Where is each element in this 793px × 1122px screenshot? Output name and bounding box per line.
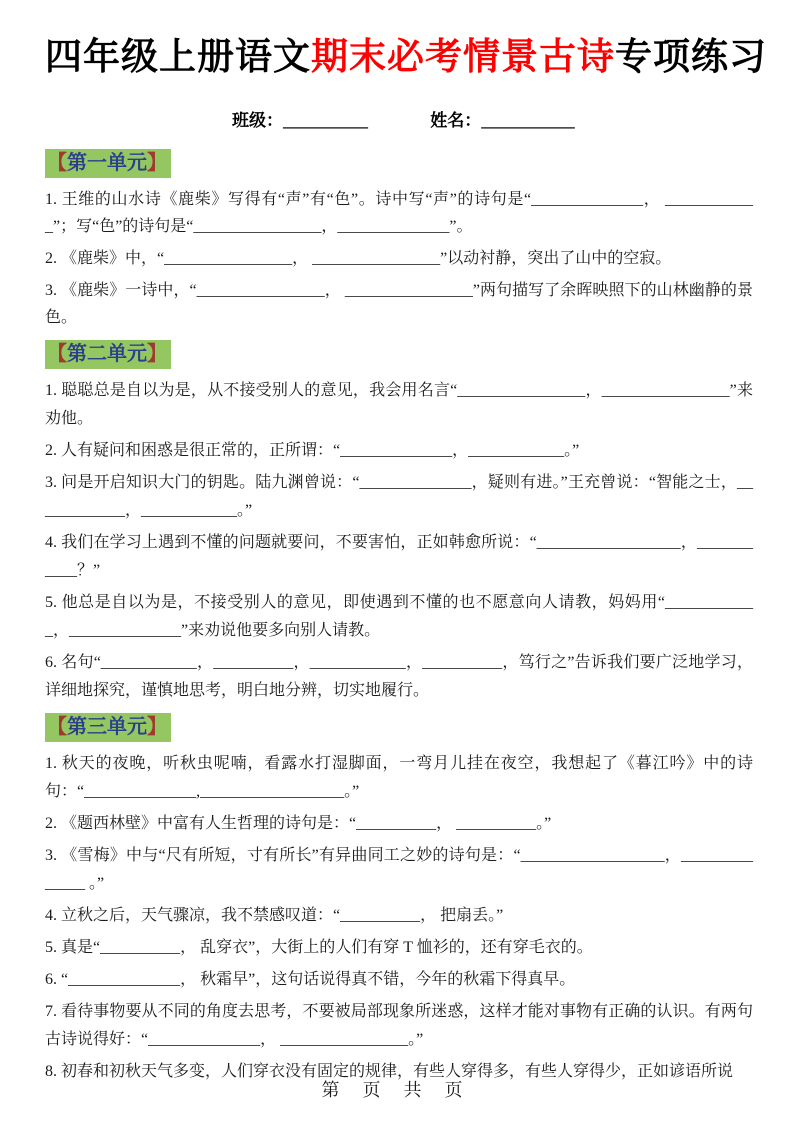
unit-2-bracket-close: 】 (147, 343, 167, 365)
page-title (45, 26, 767, 80)
title-part-2: 专项练习 (615, 36, 767, 77)
section-unit-2 (45, 336, 753, 705)
question-item: 6. 名句“____________，__________，____________，__________，笃行之”告诉我们要广泛地学习，详细地探究，谨慎地思考，明白地分辨，切实地履行。 (45, 654, 753, 699)
question-item: 2. 人有疑问和困惑是很正常的，正所谓：“______________，____________。” (45, 442, 580, 459)
title-part-1: 四年级上册语文 (45, 36, 311, 77)
unit-3-bracket-close: 】 (147, 716, 167, 738)
name-field (430, 111, 575, 130)
question-item: 1. 王维的山水诗《鹿柴》写得有“声”有“色”。诗中写“声”的诗句是“______________， ____________”；写“色”的诗句是“________________，______________”。 (45, 191, 753, 235)
unit-1-bracket-open: 【 (47, 152, 67, 174)
unit-2-title: 第二单元 (67, 343, 147, 365)
section-unit-3 (45, 709, 753, 1086)
question-item: 6. “______________， 秋霜早”，这句话说得真不错，今年的秋霜下得真早。 (45, 971, 576, 988)
question-item: 8. 初春和初秋天气多变，人们穿衣没有固定的规律，有些人穿得多，有些人穿得少，正如谚语所说 (45, 1063, 734, 1080)
unit-1-header (45, 149, 171, 178)
question-item: 1. 聪聪总是自以为是，从不接受别人的意见，我会用名言“________________，________________”来劝他。 (45, 382, 753, 427)
question-item: 4. 立秋之后，天气骤凉，我不禁感叹道：“__________， 把扇丢。” (45, 907, 504, 924)
question-item: 2. 《题西林壁》中富有人生哲理的诗句是：“__________， __________。” (45, 815, 552, 832)
question-item: 5. 真是“__________， 乱穿衣”，大街上的人们有穿 T 恤衫的，还有穿毛衣的。 (45, 939, 593, 956)
question-item: 1. 秋天的夜晚，听秋虫呢喃，看露水打湿脚面，一弯月儿挂在夜空，我想起了《暮江吟》中的诗句：“______________,__________________。” (45, 755, 753, 800)
page-footer: 第 页 共 页 (321, 1080, 472, 1100)
question-item: 3. 《雪梅》中与“尺有所短，寸有所长”有异曲同工之妙的诗句是：“__________________，______________ 。” (45, 847, 753, 892)
question-item: 4. 我们在学习上遇到不懂的问题就要问，不要害怕，正如韩愈所说：“__________________，___________？” (45, 534, 753, 579)
unit-2-bracket-open: 【 (47, 343, 67, 365)
question-item: 3. 《鹿柴》一诗中，“________________， ________________”两句描写了余晖映照下的山林幽静的景色。 (45, 282, 753, 326)
class-field (232, 111, 368, 130)
unit-2-header (45, 340, 171, 369)
question-item: 3. 问是开启知识大门的钥匙。陆九渊曾说：“______________，疑则有进。”王充曾说：“智能之士，____________，____________。” (45, 474, 753, 519)
unit-3-title: 第三单元 (67, 716, 147, 738)
unit-3-header (45, 713, 171, 742)
name-blank: ___________ (481, 111, 575, 130)
section-unit-1 (45, 145, 753, 331)
question-item: 2. 《鹿柴》中，“________________， ________________”以动衬静，突出了山中的空寂。 (45, 250, 672, 267)
unit-3-bracket-open: 【 (47, 716, 67, 738)
class-label: 班级： (232, 111, 283, 130)
title-highlight: 期末必考情景古诗 (311, 36, 615, 77)
question-item: 7. 看待事物要从不同的角度去思考，不要被局部现象所迷惑，这样才能对事物有正确的认识。有两句古诗说得好：“______________， ________________。” (45, 1003, 753, 1048)
name-label: 姓名： (430, 111, 482, 130)
unit-1-title: 第一单元 (67, 152, 147, 174)
question-item: 5. 他总是自以为是，不接受别人的意见，即使遇到不懂的也不愿意向人请教，妈妈用“____________，______________”来劝说他要多向别人请教。 (45, 594, 753, 639)
unit-1-bracket-close: 】 (147, 152, 167, 174)
class-blank: __________ (283, 111, 368, 130)
meta-row (45, 106, 753, 131)
